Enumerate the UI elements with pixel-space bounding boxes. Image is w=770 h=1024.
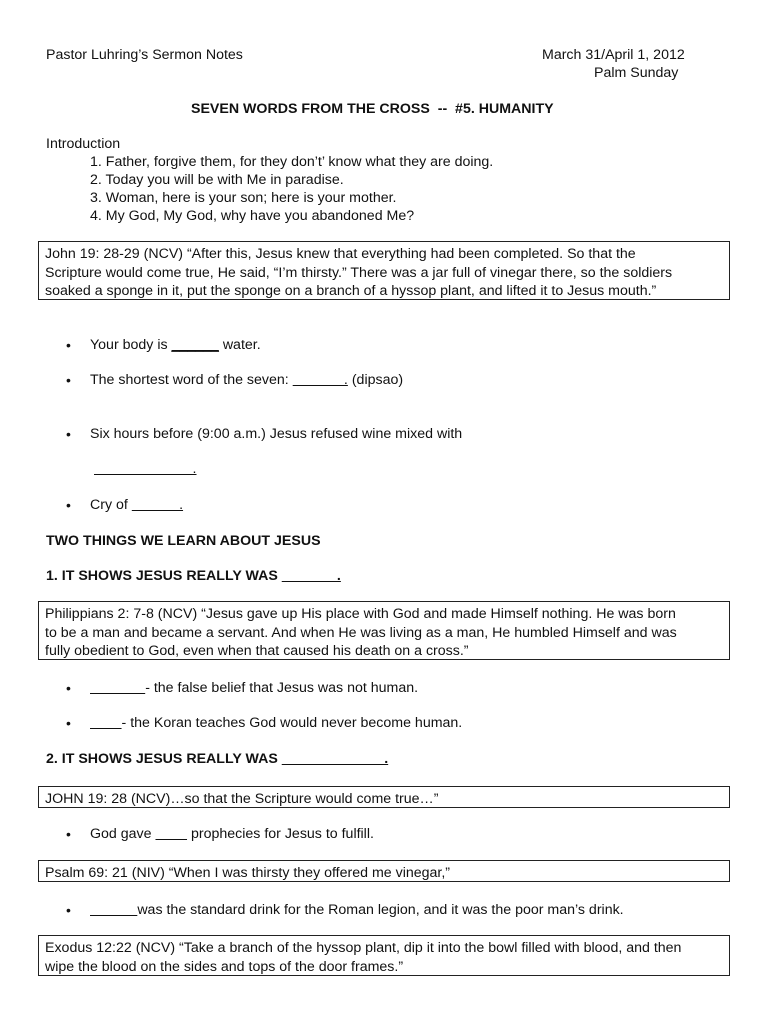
- scripture-box-philippians-2-7-8: [38, 601, 730, 660]
- blank: [90, 715, 122, 731]
- blank: .: [281, 751, 389, 767]
- blank: ______: [171, 337, 219, 353]
- intro-item: 2. Today you will be with Me in paradise.: [90, 172, 344, 188]
- intro-item: 1. Father, forgive them, for they don’t’ know what they are doing.: [90, 154, 494, 170]
- blank: .: [292, 372, 348, 388]
- scripture-box-john-19-28: [38, 786, 730, 808]
- bullet-six-hours: Six hours before (9:00 a.m.) Jesus refused wine mixed with: [90, 426, 463, 442]
- blank: [90, 680, 145, 696]
- bullet-dot: •: [66, 826, 71, 842]
- bullet-cry-of: Cry of .: [90, 497, 184, 513]
- scripture-line: Philippians 2: 7-8 (NCV) “Jesus gave up His place with God and made Himself nothing. He was born: [45, 606, 676, 622]
- intro-heading: Introduction: [46, 136, 121, 152]
- bullet-standard-drink: was the standard drink for the Roman legion, and it was the poor man’s drink.: [90, 902, 624, 918]
- scripture-line: Scripture would come true, He said, “I’m thirsty.” There was a jar full of vinegar there, so the soldiers: [45, 264, 673, 281]
- header-left: Pastor Luhring’s Sermon Notes: [46, 47, 243, 63]
- bullet-dot: •: [66, 497, 71, 513]
- heading-shows-2: 2. IT SHOWS JESUS REALLY WAS .: [46, 751, 389, 767]
- bullet-koran: - the Koran teaches God would never become human.: [90, 715, 462, 731]
- scripture-box-psalm-69-21: [38, 860, 730, 882]
- bullet-god-gave: God gave prophecies for Jesus to fulfill.: [90, 826, 374, 842]
- blank: [90, 902, 137, 918]
- blank: .: [131, 497, 184, 513]
- bullet-shortest-word: The shortest word of the seven: . (dipsao): [90, 372, 404, 388]
- bullet-dot: •: [66, 337, 71, 353]
- bullet-false-belief: - the false belief that Jesus was not human.: [90, 680, 418, 696]
- intro-item: 3. Woman, here is your son; here is your mother.: [90, 190, 397, 206]
- header-day: Palm Sunday: [594, 65, 679, 81]
- scripture-line: Psalm 69: 21 (NIV) “When I was thirsty they offered me vinegar,”: [45, 865, 451, 881]
- heading-shows-1: 1. IT SHOWS JESUS REALLY WAS .: [46, 568, 341, 584]
- scripture-box-exodus-12-22: [38, 935, 730, 976]
- scripture-line: John 19: 28-29 (NCV) “After this, Jesus knew that everything had been completed. So that the: [45, 246, 636, 262]
- scripture-line: fully obedient to God, even when that caused his death on a cross.”: [45, 643, 469, 659]
- scripture-line: soaked a sponge in it, put the sponge on a branch of a hyssop plant, and lifted it to Jesus mouth.”: [45, 283, 657, 299]
- scripture-line: to be a man and became a servant. And when He was living as a man, He humbled Himself and was: [45, 624, 677, 641]
- bullet-dot: •: [66, 680, 71, 696]
- bullet-body-water: Your body is ______ water.: [90, 337, 261, 353]
- heading-two-things: TWO THINGS WE LEARN ABOUT JESUS: [46, 533, 321, 549]
- header-date: March 31/April 1, 2012: [542, 47, 685, 63]
- scripture-line: JOHN 19: 28 (NCV)…so that the Scripture would come true…”: [45, 791, 439, 807]
- page-title: SEVEN WORDS FROM THE CROSS -- #5. HUMANITY: [191, 101, 554, 117]
- blank: [155, 826, 187, 842]
- blank: .: [281, 568, 341, 584]
- bullet-dot: •: [66, 902, 71, 918]
- bullet-dot: •: [66, 372, 71, 388]
- blank: .: [94, 461, 197, 477]
- scripture-line: Exodus 12:22 (NCV) “Take a branch of the hyssop plant, dip it into the bowl filled with blood, and then: [45, 940, 682, 956]
- scripture-line: wipe the blood on the sides and tops of the door frames.”: [45, 958, 404, 975]
- intro-item: 4. My God, My God, why have you abandoned Me?: [90, 208, 415, 224]
- bullet-dot: •: [66, 426, 71, 442]
- bullet-dot: •: [66, 715, 71, 731]
- scripture-box-john-19-28-29: [38, 241, 730, 300]
